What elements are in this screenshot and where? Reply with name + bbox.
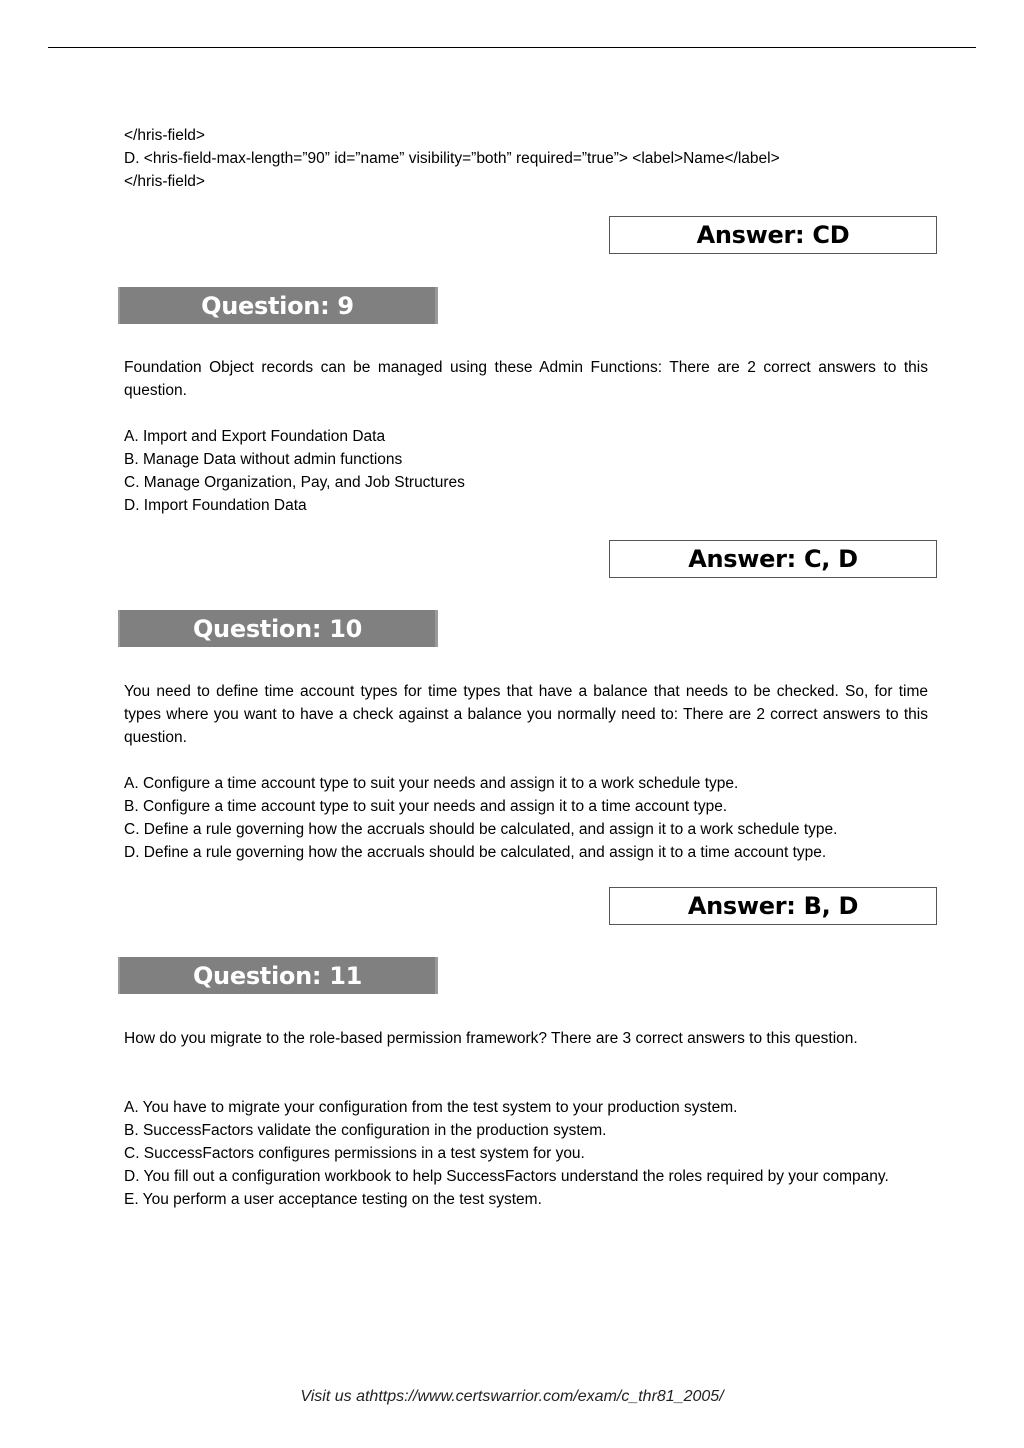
option-b: B. Configure a time account type to suit your needs and assign it to a time account type. bbox=[124, 798, 728, 815]
option-a: A. You have to migrate your configuration from the test system to your production system. bbox=[124, 1099, 738, 1116]
option-e: E. You perform a user acceptance testing on the test system. bbox=[124, 1191, 542, 1208]
option-d: D. Import Foundation Data bbox=[124, 497, 307, 514]
option-c: C. Define a rule governing how the accruals should be calculated, and assign it to a work schedule type. bbox=[124, 821, 838, 838]
answer-box-q8: Answer: CD bbox=[609, 216, 937, 254]
question-9-options bbox=[124, 425, 928, 517]
continuation-line: </hris-field> bbox=[124, 173, 205, 190]
option-d: D. Define a rule governing how the accruals should be calculated, and assign it to a time account type. bbox=[124, 844, 827, 861]
footer-link[interactable]: Visit us athttps://www.certswarrior.com/exam/c_thr81_2005/ bbox=[300, 1388, 724, 1405]
question-10-text: You need to define time account types for time types that have a balance that needs to be checked. So, for time types where you want to have a check against a balance you normally need to: There are 2 correct answers to this question. bbox=[124, 683, 928, 746]
option-c: C. SuccessFactors configures permissions in a test system for you. bbox=[124, 1145, 585, 1162]
question-heading-10: Question: 10 bbox=[118, 610, 438, 647]
option-a: A. Import and Export Foundation Data bbox=[124, 428, 386, 445]
question-11-options bbox=[124, 1096, 928, 1211]
option-d: D. You fill out a configuration workbook to help SuccessFactors understand the roles required by your company. bbox=[124, 1168, 889, 1185]
option-b: B. Manage Data without admin functions bbox=[124, 451, 403, 468]
option-b: B. SuccessFactors validate the configuration in the production system. bbox=[124, 1122, 607, 1139]
continuation-line: </hris-field> bbox=[124, 127, 205, 144]
option-c: C. Manage Organization, Pay, and Job Structures bbox=[124, 474, 465, 491]
option-d-text: D. <hris-field-max-length=”90” id=”name” visibility=”both” required=”true”> <label>Name</label> bbox=[124, 150, 780, 167]
question-9-text: Foundation Object records can be managed using these Admin Functions: There are 2 correct answers to this question. bbox=[124, 359, 928, 399]
question-10-options bbox=[124, 772, 928, 864]
header-rule bbox=[48, 47, 976, 48]
answer-box-q10: Answer: B, D bbox=[609, 887, 937, 925]
question-11-text: How do you migrate to the role-based permission framework? There are 3 correct answers to this question. bbox=[124, 1030, 858, 1047]
previous-question-continuation bbox=[124, 124, 928, 193]
question-heading-9: Question: 9 bbox=[118, 287, 438, 324]
question-heading-11: Question: 11 bbox=[118, 957, 438, 994]
answer-box-q9: Answer: C, D bbox=[609, 540, 937, 578]
option-a: A. Configure a time account type to suit your needs and assign it to a work schedule type. bbox=[124, 775, 739, 792]
